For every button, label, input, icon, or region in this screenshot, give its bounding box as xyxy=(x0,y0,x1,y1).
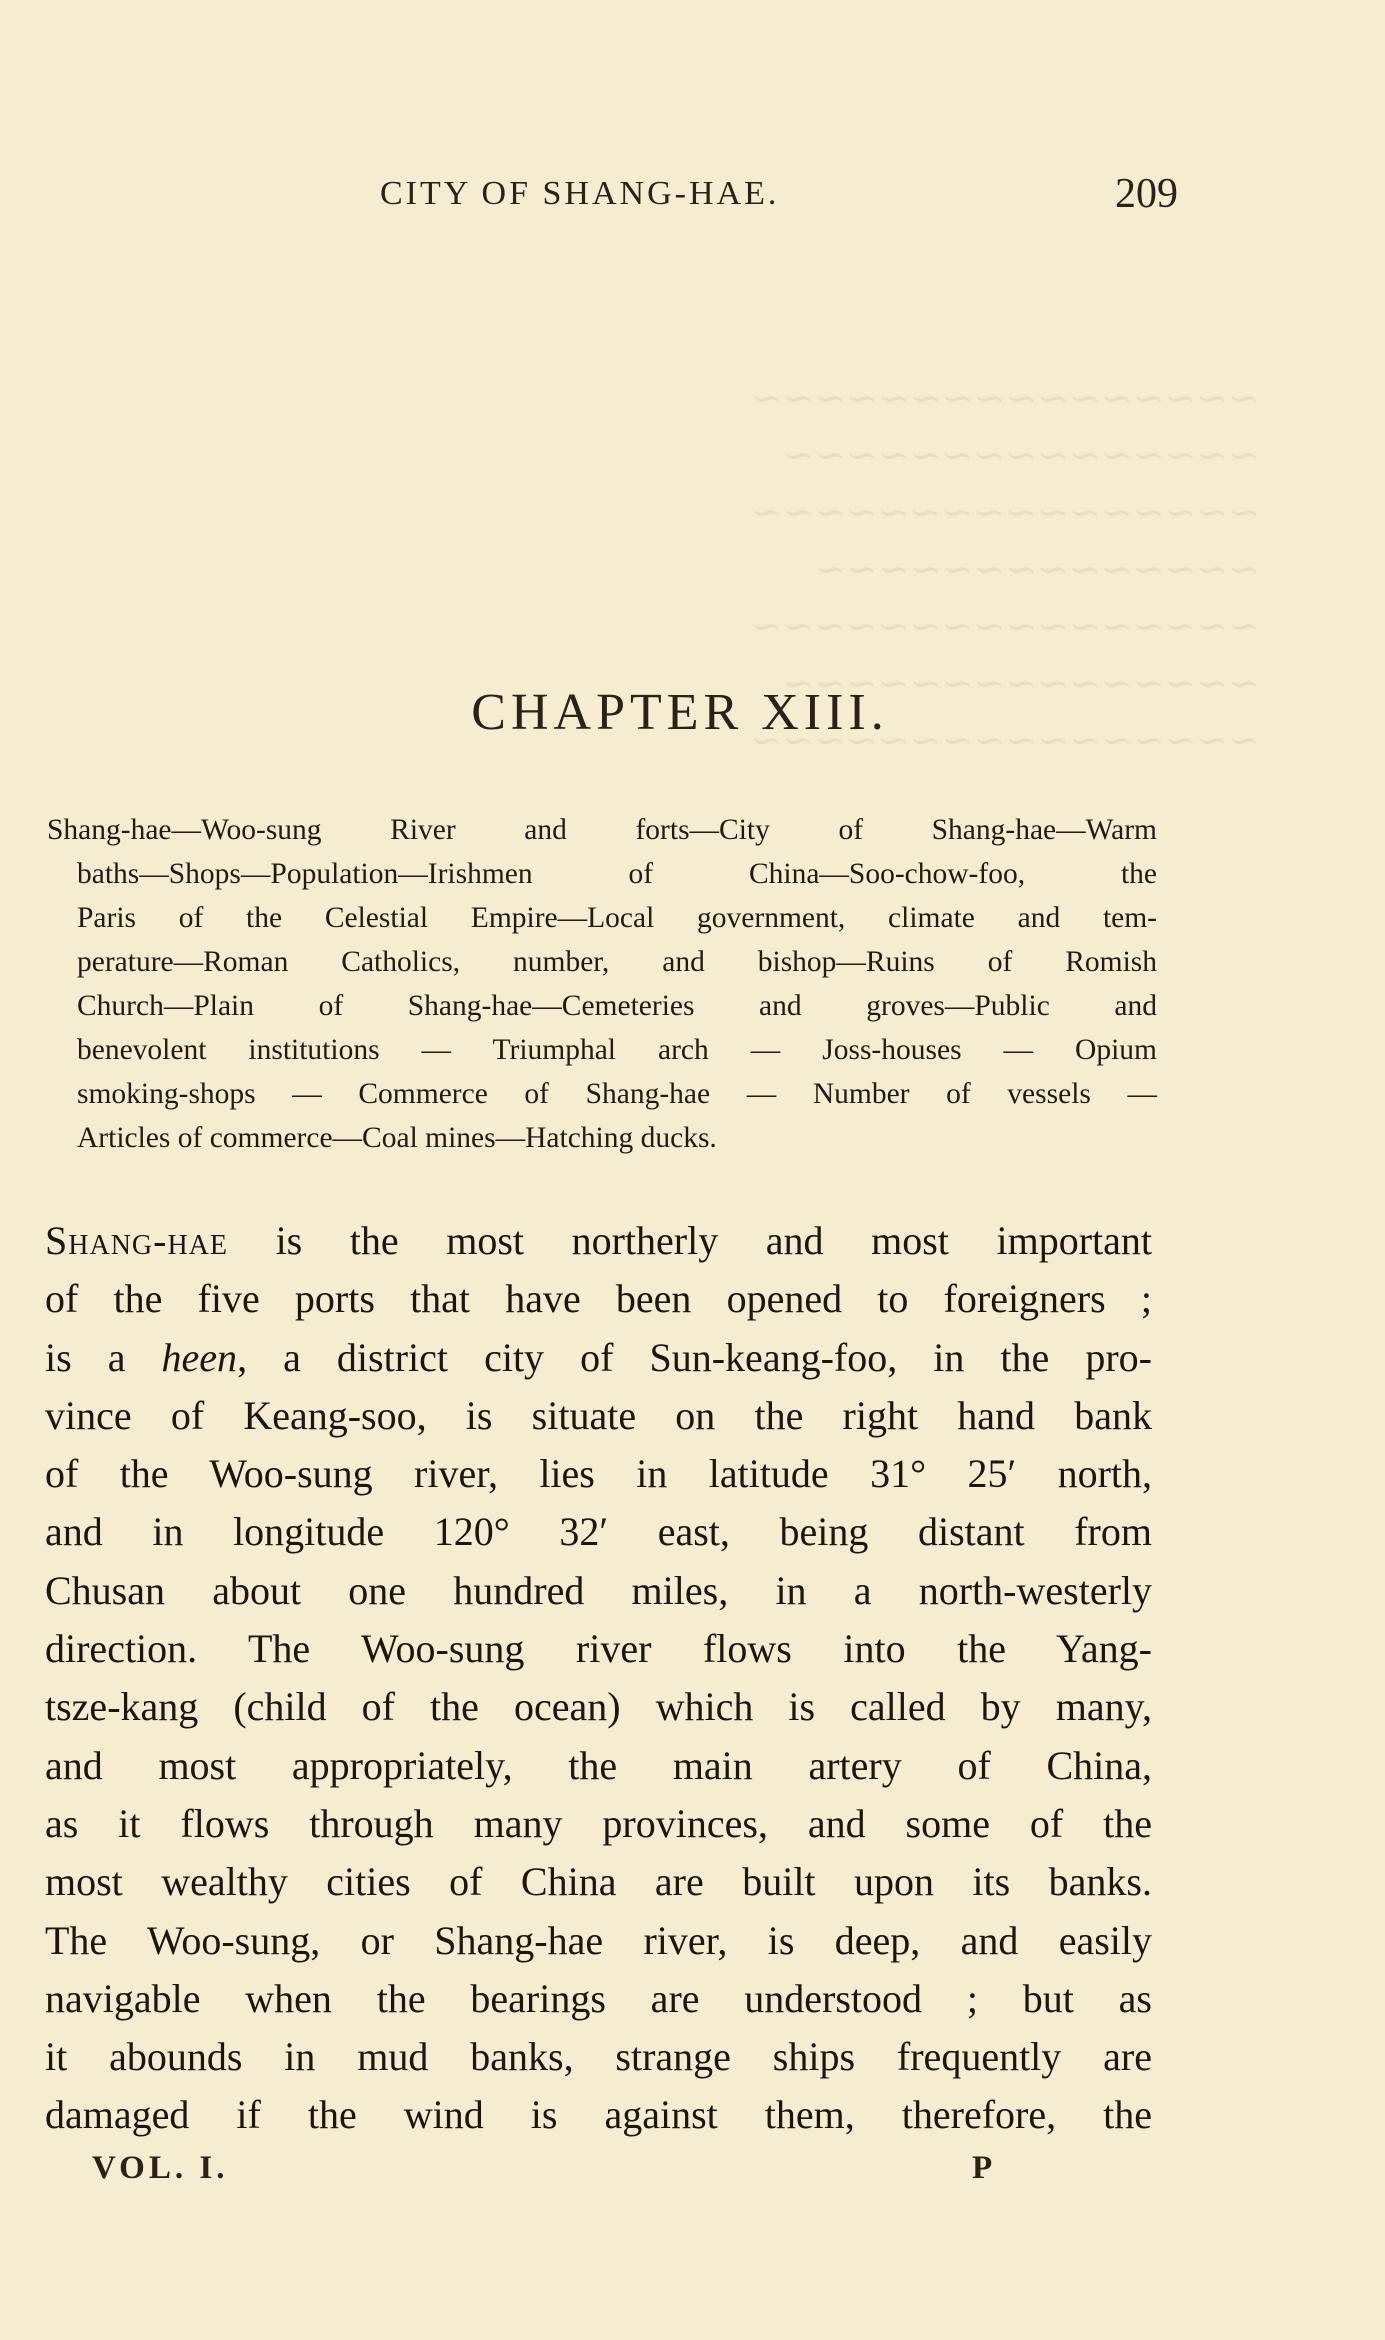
body-line-text: is a xyxy=(45,1334,162,1380)
body-line: vince of Keang-soo, is situate on the right hand bank xyxy=(45,1392,1152,1438)
body-line: navigable when the bearings are understood ; but as xyxy=(45,1975,1152,2021)
show-through-text: ~~~~~~~~~~~~~~~~ ~~~~~~~~~~~~~~~ ~~~~~~~~~~~~~~~~ ~~~~~~~~~~~~~~ ~~~~~~~~~~~~~~~~ ~~~~~~~~~~~~~~~ ~~~~~~~~~~~~~~~~ xyxy=(750,376,1260,762)
body-paragraph xyxy=(45,1212,1152,2145)
italic-term: heen xyxy=(161,1334,238,1380)
body-line: it abounds in mud banks, strange ships frequently are xyxy=(45,2034,1152,2080)
page-number: 209 xyxy=(1115,171,1178,217)
volume-signature: VOL. I. xyxy=(92,2150,229,2186)
summary-line: benevolent institutions — Triumphal arch — Joss-houses — Opium xyxy=(77,1034,1157,1066)
body-line: tsze-kang (child of the ocean) which is called by many, xyxy=(45,1684,1152,1730)
running-title: CITY OF SHANG-HAE. xyxy=(380,175,780,212)
body-line xyxy=(45,1329,1152,1387)
body-line-text: is the most northerly and most important xyxy=(228,1218,1152,1263)
summary-line: perature—Roman Catholics, number, and bishop—Ruins of Romish xyxy=(77,946,1157,978)
body-line: of the Woo-sung river, lies in latitude 31° 25′ north, xyxy=(45,1451,1152,1497)
body-line-text: , a district city of Sun-keang-foo, in the pro- xyxy=(237,1334,1152,1380)
body-line: and most appropriately, the main artery of China, xyxy=(45,1742,1152,1788)
body-line: as it flows through many provinces, and some of the xyxy=(45,1800,1152,1846)
summary-line: Church—Plain of Shang-hae—Cemeteries and groves—Public and xyxy=(77,990,1157,1022)
opening-word: Shang-hae xyxy=(45,1218,228,1263)
body-line: and in longitude 120° 32′ east, being distant from xyxy=(45,1509,1152,1555)
body-line: direction. The Woo-sung river flows into the Yang- xyxy=(45,1626,1152,1672)
summary-line: Shang-hae—Woo-sung River and forts—City of Shang-hae—Warm xyxy=(47,814,1157,846)
summary-line: smoking-shops — Commerce of Shang-hae — Number of vessels — xyxy=(77,1078,1157,1110)
body-line: The Woo-sung, or Shang-hae river, is deep, and easily xyxy=(45,1917,1152,1963)
summary-line: Articles of commerce—Coal mines—Hatching ducks. xyxy=(77,1122,717,1154)
body-line xyxy=(45,1212,1152,1270)
body-line: damaged if the wind is against them, therefore, the xyxy=(45,2092,1152,2138)
signature-mark: P xyxy=(972,2150,993,2186)
body-line: Chusan about one hundred miles, in a north-westerly xyxy=(45,1567,1152,1613)
summary-line: baths—Shops—Population—Irishmen of China—Soo-chow-foo, the xyxy=(77,858,1157,890)
chapter-summary xyxy=(47,808,1157,1160)
summary-line: Paris of the Celestial Empire—Local government, climate and tem- xyxy=(77,902,1157,934)
body-line: most wealthy cities of China are built upon its banks. xyxy=(45,1859,1152,1905)
chapter-title: CHAPTER XIII. xyxy=(471,684,889,741)
body-line: of the five ports that have been opened to foreigners ; xyxy=(45,1276,1152,1322)
